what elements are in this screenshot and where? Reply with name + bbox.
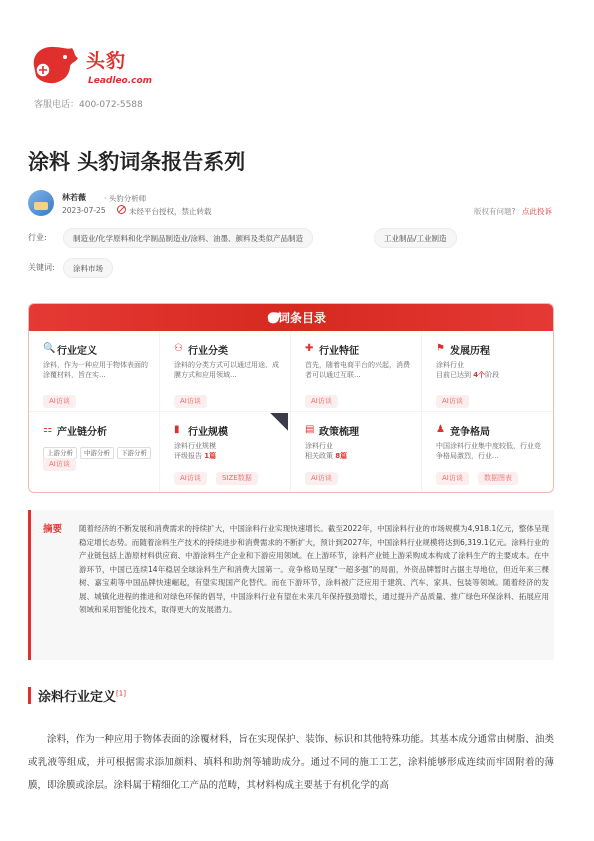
ai-interview-button[interactable]: AI访谈: [305, 395, 338, 408]
author-name: 林若薇: [62, 193, 86, 202]
section-accent-bar: [28, 687, 31, 704]
toc-desc-prefix: 相关政策: [305, 452, 333, 460]
leopard-logo-icon: [28, 42, 80, 86]
toc-desc-prefix: 评级报告: [174, 452, 202, 460]
chain-tags: [43, 440, 154, 459]
toc-item-chain[interactable]: [29, 412, 160, 493]
toc-header: [29, 304, 553, 331]
toc-item-desc: 涂料的分类方式可以通过用途、成膜方式和应用领域...: [174, 361, 279, 379]
definition-paragraph: 涂料，作为一种应用于物体表面的涂覆材料，旨在实现保护、装饰、标识和其他特殊功能。其基本成分通常由树脂、油类或乳液等组成，并可根据需求添加颜料、填料和助剂等辅助成分。通过不同的施工工艺，涂料能够形成连续而牢固附着的薄膜，即涂膜或涂层。涂料属于精细化工产品的范畴，其材料构成主要基于有机化学的高: [28, 734, 554, 791]
industry-row: [28, 228, 556, 248]
toc-item-classification[interactable]: [160, 331, 291, 412]
toc-item-title: 行业规模: [188, 427, 228, 438]
industry-tag[interactable]: 制造业/化学原料和化学制品制造业/涂料、油墨、颜料及类似产品制造: [63, 228, 313, 248]
toc-desc-count: 1篇: [204, 452, 217, 460]
toc-item-title: 行业分类: [188, 346, 228, 357]
bar-chart-icon: ▮: [174, 424, 180, 435]
toc-desc-count: 4个: [473, 371, 486, 379]
document-icon: ▤: [305, 424, 315, 435]
complaint-link[interactable]: 点此投诉: [522, 207, 552, 216]
toc-desc-line: 涂料行业: [305, 442, 333, 450]
toc-desc-line: 涂料行业规模: [174, 442, 216, 450]
toc-item-desc: 中国涂料行业集中度较低，行业竞争格局激烈，行业...: [436, 442, 541, 460]
corner-badge-icon: [270, 413, 288, 431]
size-data-button[interactable]: SIZE数据: [216, 472, 258, 485]
chess-icon: ♟: [436, 424, 445, 435]
toc-item-title: 产业链分析: [57, 427, 107, 438]
ai-interview-button[interactable]: AI访谈: [174, 395, 207, 408]
reference-link[interactable]: [1]: [116, 689, 126, 698]
toc-desc-line: 涂料行业: [436, 361, 464, 369]
page-title: 涂料 头豹词条报告系列: [28, 150, 246, 174]
prohibited-icon: [117, 205, 126, 214]
toc-item-competition[interactable]: [422, 412, 554, 493]
section-title-text: 涂料行业定义: [38, 690, 117, 705]
service-hotline: 客服电话：400-072-5588: [34, 100, 143, 110]
toc-item-desc: [436, 360, 544, 380]
industry-tag[interactable]: 工业制品/工业制造: [374, 228, 457, 248]
ai-interview-button[interactable]: AI访谈: [436, 395, 469, 408]
toc-item-title: 发展历程: [450, 346, 490, 357]
data-chart-button[interactable]: 数据图表: [478, 472, 518, 485]
toc-item-desc: [174, 441, 282, 461]
keyword-row: [28, 258, 556, 278]
brand-header: [28, 42, 228, 112]
summary-text: 随着经济的不断发展和消费需求的持续扩大，中国涂料行业实现快速增长。截至2022年，中国涂料行业的市场规模为4,918.1亿元，整体呈现稳定增长态势。而随着涂料生产技术的持续进步和消费需求的不断扩大，预计到2027年，中国涂料行业规模将达到6,319.1亿元。涂料行业的产业链包括上游原材料供应商、中游涂料生产企业和下游应用领域。在上游环节，涂料产业链上游采购成本构成了涂料生产的主要成本。在中游环节，中国已连续14年稳居全球涂料生产和消费大国第一。竞争格局呈现“一超多强”的局面，外资品牌暂时占据主导地位，但近年来三棵树、嘉宝莉等中国品牌快速崛起，有望实现国产化替代。而在下游环节，涂料被广泛应用于建筑、汽车、家具、包装等领域。随着经济的发展、城镇化进程的推进和对绿色环保的倡导，中国涂料行业有望在未来几年保持强劲增长，通过提升产品质量、推广绿色环保涂料、拓展应用领域和采用智能化技术，取得更大的发展潜力。: [79, 524, 549, 614]
toc-item-title: 竞争格局: [450, 427, 490, 438]
keyword-label: 关键词:: [28, 263, 55, 272]
toc-item-title: 行业特征: [319, 346, 359, 357]
section-title: [38, 686, 126, 705]
avatar: [28, 190, 54, 216]
toc-item-title: 政策梳理: [319, 427, 359, 438]
chain-icon: ⚏: [43, 424, 52, 435]
toc-item-policy[interactable]: [291, 412, 422, 493]
search-icon: 🔍: [43, 343, 56, 354]
chain-tag-midstream[interactable]: 中游分析: [80, 447, 114, 459]
toc-item-scale[interactable]: [160, 412, 291, 493]
brand-domain: Leadleo.com: [88, 76, 153, 86]
industry-label: 行业:: [28, 233, 47, 242]
ai-interview-button[interactable]: AI访谈: [436, 472, 469, 485]
summary-box: [28, 510, 554, 660]
ai-interview-button[interactable]: AI访谈: [43, 395, 76, 408]
copyright-notice: 未经平台授权，禁止转载: [129, 207, 212, 216]
toc-item-features[interactable]: [291, 331, 422, 412]
chain-tag-upstream[interactable]: 上游分析: [43, 447, 77, 459]
hierarchy-icon: ⚇: [174, 343, 183, 354]
author-info: [28, 190, 556, 220]
publish-date: 2023-07-25: [62, 206, 106, 215]
plus-icon: ✚: [305, 343, 314, 354]
flag-icon: ⚑: [436, 343, 445, 354]
brand-name: 头豹: [86, 50, 127, 72]
toc-item-history[interactable]: [422, 331, 554, 412]
summary-label: 摘要: [43, 524, 63, 535]
toc-item-desc: 涂料，作为一种应用于物体表面的涂覆材料，旨在实...: [43, 361, 148, 379]
toc-item-desc: [305, 441, 413, 461]
ai-interview-button[interactable]: AI访谈: [43, 458, 76, 471]
keyword-tag[interactable]: 涂料市场: [63, 258, 113, 278]
toc-title: 词条目录: [277, 311, 326, 325]
toc-item-desc: 首先，随着电商平台的兴起，消费者可以通过互联...: [305, 361, 410, 379]
ai-interview-button[interactable]: AI访谈: [305, 472, 338, 485]
copyright-question: 版权有问题?: [474, 207, 516, 216]
author-role: · 头豹分析师: [104, 194, 147, 203]
toc-desc-count: 8篇: [335, 452, 348, 460]
ai-interview-button[interactable]: AI访谈: [174, 472, 207, 485]
toc-desc-prefix: 目前已达到: [436, 371, 471, 379]
toc-panel: [28, 303, 554, 493]
toc-item-title: 行业定义: [57, 346, 97, 357]
chain-tag-downstream[interactable]: 下游分析: [117, 447, 151, 459]
toc-item-definition[interactable]: [29, 331, 160, 412]
toc-desc-suffix: 阶段: [485, 371, 500, 379]
